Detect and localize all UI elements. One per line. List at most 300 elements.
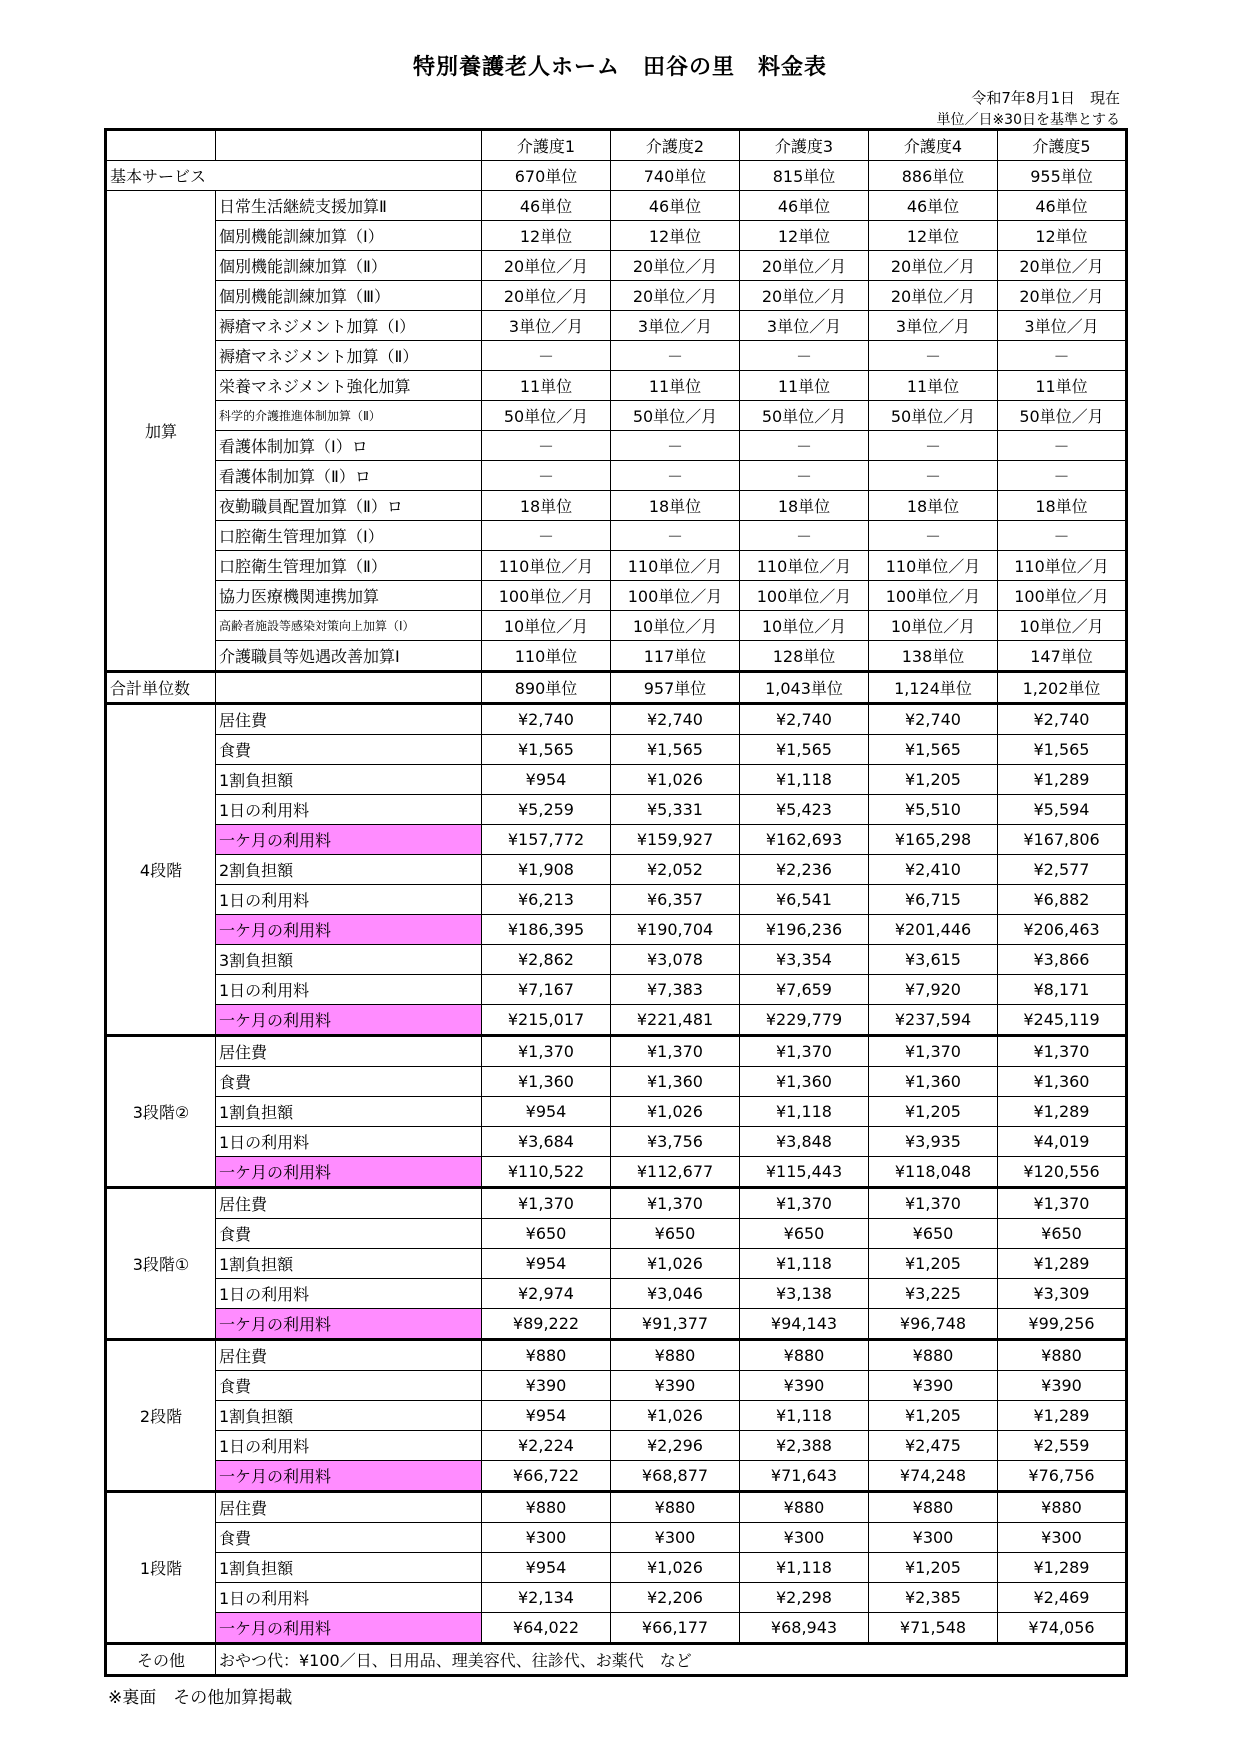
- tier-row: [106, 975, 1127, 1005]
- value-cell: 20単位／月: [482, 281, 611, 311]
- value-cell: ¥89,222: [482, 1309, 611, 1340]
- value-cell: ¥650: [482, 1219, 611, 1249]
- item-label: 日常生活継続支援加算Ⅱ: [216, 191, 482, 221]
- value-cell: ¥2,410: [869, 855, 998, 885]
- value-cell: ¥1,370: [611, 1036, 740, 1067]
- item-label: 食費: [216, 1067, 482, 1097]
- value-cell: ¥2,298: [740, 1583, 869, 1613]
- value-cell: ¥165,298: [869, 825, 998, 855]
- item-label: 居住費: [216, 1340, 482, 1371]
- value-cell: 1,043単位: [740, 672, 869, 704]
- value-cell: ¥390: [740, 1371, 869, 1401]
- value-cell: ¥2,296: [611, 1431, 740, 1461]
- value-cell: 100単位／月: [740, 581, 869, 611]
- item-label: 1割負担額: [216, 1249, 482, 1279]
- value-cell: 20単位／月: [611, 251, 740, 281]
- item-label: 夜勤職員配置加算（Ⅱ）ロ: [216, 491, 482, 521]
- value-cell: 50単位／月: [740, 401, 869, 431]
- item-label: 食費: [216, 735, 482, 765]
- value-cell: ¥1,118: [740, 1553, 869, 1583]
- value-cell: 20単位／月: [482, 251, 611, 281]
- header-row: [106, 130, 1127, 161]
- value-cell: ¥1,289: [998, 1097, 1127, 1127]
- value-cell: 20単位／月: [740, 281, 869, 311]
- tier-label: 3段階②: [106, 1036, 216, 1188]
- value-cell: －: [998, 341, 1127, 371]
- value-cell: －: [740, 461, 869, 491]
- addon-row: [106, 281, 1127, 311]
- item-label: 1日の利用料: [216, 795, 482, 825]
- value-cell: ¥3,225: [869, 1279, 998, 1309]
- item-label: 居住費: [216, 1036, 482, 1067]
- row-label: 合計単位数: [106, 672, 216, 704]
- value-cell: ¥1,205: [869, 765, 998, 795]
- value-cell: ¥880: [482, 1340, 611, 1371]
- value-cell: －: [611, 431, 740, 461]
- value-cell: ¥1,370: [740, 1188, 869, 1219]
- item-label: 居住費: [216, 704, 482, 735]
- tier-row: [106, 855, 1127, 885]
- tier-row: [106, 885, 1127, 915]
- value-cell: ¥880: [740, 1340, 869, 1371]
- monthly-fee-label: 一ケ月の利用料: [216, 1157, 482, 1188]
- item-label: 2割負担額: [216, 855, 482, 885]
- value-cell: 10単位／月: [998, 611, 1127, 641]
- tier-row: [106, 1279, 1127, 1309]
- value-cell: ¥6,715: [869, 885, 998, 915]
- tier-label: 3段階①: [106, 1188, 216, 1340]
- tier-row: [106, 1553, 1127, 1583]
- value-cell: ¥1,118: [740, 1097, 869, 1127]
- value-cell: ¥2,206: [611, 1583, 740, 1613]
- value-cell: 20単位／月: [998, 281, 1127, 311]
- item-blank: [216, 672, 482, 704]
- value-cell: ¥66,177: [611, 1613, 740, 1644]
- value-cell: ¥300: [998, 1523, 1127, 1553]
- value-cell: 11単位: [998, 371, 1127, 401]
- value-cell: ¥6,357: [611, 885, 740, 915]
- tier-row: [106, 1613, 1127, 1644]
- total-row: [106, 672, 1127, 704]
- item-label: 食費: [216, 1523, 482, 1553]
- item-label: 食費: [216, 1371, 482, 1401]
- addon-row: [106, 461, 1127, 491]
- tier-row: [106, 1461, 1127, 1492]
- value-cell: ¥68,943: [740, 1613, 869, 1644]
- value-cell: ¥201,446: [869, 915, 998, 945]
- value-cell: 18単位: [869, 491, 998, 521]
- tier-row: [106, 1219, 1127, 1249]
- value-cell: 110単位／月: [611, 551, 740, 581]
- value-cell: 147単位: [998, 641, 1127, 672]
- value-cell: －: [482, 521, 611, 551]
- value-cell: ¥2,740: [482, 704, 611, 735]
- value-cell: ¥115,443: [740, 1157, 869, 1188]
- item-label: 褥瘡マネジメント加算（Ⅰ）: [216, 311, 482, 341]
- value-cell: 46単位: [611, 191, 740, 221]
- value-cell: ¥1,370: [740, 1036, 869, 1067]
- effective-date: 令和7年8月1日 現在: [971, 89, 1120, 107]
- value-cell: ¥880: [611, 1340, 740, 1371]
- value-cell: ¥66,722: [482, 1461, 611, 1492]
- value-cell: ¥880: [740, 1492, 869, 1523]
- value-cell: ¥2,577: [998, 855, 1127, 885]
- value-cell: ¥390: [998, 1371, 1127, 1401]
- value-cell: ¥3,138: [740, 1279, 869, 1309]
- value-cell: ¥2,236: [740, 855, 869, 885]
- header-blank: [106, 130, 216, 161]
- value-cell: ¥1,370: [998, 1188, 1127, 1219]
- value-cell: ¥159,927: [611, 825, 740, 855]
- value-cell: －: [998, 461, 1127, 491]
- tier-row: [106, 1036, 1127, 1067]
- value-cell: 957単位: [611, 672, 740, 704]
- value-cell: ¥3,046: [611, 1279, 740, 1309]
- value-cell: 3単位／月: [998, 311, 1127, 341]
- value-cell: 3単位／月: [611, 311, 740, 341]
- value-cell: ¥221,481: [611, 1005, 740, 1036]
- value-cell: 11単位: [740, 371, 869, 401]
- fee-table: [104, 128, 1128, 1677]
- value-cell: ¥954: [482, 765, 611, 795]
- value-cell: ¥1,205: [869, 1097, 998, 1127]
- value-cell: ¥64,022: [482, 1613, 611, 1644]
- value-cell: ¥120,556: [998, 1157, 1127, 1188]
- value-cell: ¥1,370: [998, 1036, 1127, 1067]
- value-cell: ¥2,740: [998, 704, 1127, 735]
- value-cell: 50単位／月: [869, 401, 998, 431]
- value-cell: ¥5,331: [611, 795, 740, 825]
- value-cell: ¥229,779: [740, 1005, 869, 1036]
- addon-row: [106, 311, 1127, 341]
- value-cell: ¥300: [611, 1523, 740, 1553]
- addon-row: [106, 491, 1127, 521]
- item-label: 栄養マネジメント強化加算: [216, 371, 482, 401]
- value-cell: ¥1,565: [869, 735, 998, 765]
- value-cell: ¥3,615: [869, 945, 998, 975]
- value-cell: ¥94,143: [740, 1309, 869, 1340]
- tier-row: [106, 1309, 1127, 1340]
- value-cell: －: [482, 341, 611, 371]
- value-cell: ¥5,259: [482, 795, 611, 825]
- tier-label: 2段階: [106, 1340, 216, 1492]
- value-cell: 1,202単位: [998, 672, 1127, 704]
- value-cell: 3単位／月: [482, 311, 611, 341]
- value-cell: 10単位／月: [611, 611, 740, 641]
- value-cell: 12単位: [740, 221, 869, 251]
- value-cell: ¥650: [611, 1219, 740, 1249]
- tier-row: [106, 1005, 1127, 1036]
- value-cell: －: [869, 431, 998, 461]
- value-cell: 20単位／月: [998, 251, 1127, 281]
- value-cell: ¥3,354: [740, 945, 869, 975]
- value-cell: ¥5,423: [740, 795, 869, 825]
- tier-row: [106, 1157, 1127, 1188]
- value-cell: ¥2,974: [482, 1279, 611, 1309]
- value-cell: ¥1,370: [869, 1188, 998, 1219]
- value-cell: 117単位: [611, 641, 740, 672]
- value-cell: 110単位／月: [740, 551, 869, 581]
- value-cell: ¥300: [482, 1523, 611, 1553]
- tier-row: [106, 1249, 1127, 1279]
- value-cell: －: [869, 461, 998, 491]
- value-cell: 20単位／月: [869, 281, 998, 311]
- tier-row: [106, 735, 1127, 765]
- value-cell: 12単位: [869, 221, 998, 251]
- value-cell: ¥1,370: [869, 1036, 998, 1067]
- value-cell: ¥650: [740, 1219, 869, 1249]
- value-cell: ¥1,565: [482, 735, 611, 765]
- value-cell: ¥6,882: [998, 885, 1127, 915]
- value-cell: 100単位／月: [998, 581, 1127, 611]
- item-label: 介護職員等処遇改善加算Ⅰ: [216, 641, 482, 672]
- item-label: 看護体制加算（Ⅰ）ロ: [216, 431, 482, 461]
- value-cell: ¥206,463: [998, 915, 1127, 945]
- value-cell: 11単位: [482, 371, 611, 401]
- value-cell: ¥650: [998, 1219, 1127, 1249]
- item-label: 個別機能訓練加算（Ⅰ）: [216, 221, 482, 251]
- value-cell: 128単位: [740, 641, 869, 672]
- value-cell: 20単位／月: [611, 281, 740, 311]
- value-cell: ¥196,236: [740, 915, 869, 945]
- addon-row: [106, 401, 1127, 431]
- value-cell: 138単位: [869, 641, 998, 672]
- value-cell: 11単位: [869, 371, 998, 401]
- value-cell: ¥1,026: [611, 1097, 740, 1127]
- monthly-fee-label: 一ケ月の利用料: [216, 1461, 482, 1492]
- value-cell: ¥880: [611, 1492, 740, 1523]
- value-cell: ¥2,388: [740, 1431, 869, 1461]
- addon-row: [106, 641, 1127, 672]
- item-label: 居住費: [216, 1492, 482, 1523]
- tier-row: [106, 1583, 1127, 1613]
- other-row: [106, 1644, 1127, 1676]
- addon-row: [106, 371, 1127, 401]
- item-label: 口腔衛生管理加算（Ⅰ）: [216, 521, 482, 551]
- monthly-fee-label: 一ケ月の利用料: [216, 1005, 482, 1036]
- header-care-level: 介護度4: [869, 130, 998, 161]
- value-cell: 20単位／月: [869, 251, 998, 281]
- value-cell: ¥3,684: [482, 1127, 611, 1157]
- value-cell: －: [998, 431, 1127, 461]
- value-cell: ¥390: [482, 1371, 611, 1401]
- value-cell: ¥2,862: [482, 945, 611, 975]
- value-cell: ¥2,134: [482, 1583, 611, 1613]
- value-cell: ¥1,118: [740, 1249, 869, 1279]
- value-cell: 1,124単位: [869, 672, 998, 704]
- value-cell: 955単位: [998, 161, 1127, 191]
- header-blank: [216, 130, 482, 161]
- tier-row: [106, 1523, 1127, 1553]
- tier-row: [106, 704, 1127, 735]
- value-cell: －: [740, 431, 869, 461]
- item-label: 協力医療機関連携加算: [216, 581, 482, 611]
- value-cell: －: [869, 521, 998, 551]
- value-cell: ¥880: [869, 1340, 998, 1371]
- value-cell: ¥5,594: [998, 795, 1127, 825]
- value-cell: ¥1,205: [869, 1553, 998, 1583]
- item-label: 1日の利用料: [216, 1279, 482, 1309]
- item-label: 個別機能訓練加算（Ⅱ）: [216, 251, 482, 281]
- tier-row: [106, 1127, 1127, 1157]
- value-cell: －: [740, 341, 869, 371]
- header-care-level: 介護度3: [740, 130, 869, 161]
- value-cell: ¥3,866: [998, 945, 1127, 975]
- value-cell: 50単位／月: [611, 401, 740, 431]
- value-cell: ¥2,740: [869, 704, 998, 735]
- tier-row: [106, 1431, 1127, 1461]
- item-label: 1割負担額: [216, 1553, 482, 1583]
- value-cell: ¥2,224: [482, 1431, 611, 1461]
- value-cell: 50単位／月: [998, 401, 1127, 431]
- tier-label: 1段階: [106, 1492, 216, 1644]
- value-cell: ¥1,205: [869, 1249, 998, 1279]
- value-cell: ¥3,309: [998, 1279, 1127, 1309]
- value-cell: ¥300: [740, 1523, 869, 1553]
- value-cell: ¥2,475: [869, 1431, 998, 1461]
- value-cell: －: [740, 521, 869, 551]
- value-cell: ¥954: [482, 1097, 611, 1127]
- value-cell: 110単位／月: [482, 551, 611, 581]
- value-cell: ¥7,659: [740, 975, 869, 1005]
- value-cell: 110単位／月: [869, 551, 998, 581]
- unit-note: 単位／日※30日を基準とする: [936, 112, 1120, 128]
- value-cell: ¥1,205: [869, 1401, 998, 1431]
- item-label: 口腔衛生管理加算（Ⅱ）: [216, 551, 482, 581]
- addon-row: [106, 611, 1127, 641]
- value-cell: ¥157,772: [482, 825, 611, 855]
- value-cell: 3単位／月: [740, 311, 869, 341]
- monthly-fee-label: 一ケ月の利用料: [216, 825, 482, 855]
- value-cell: 890単位: [482, 672, 611, 704]
- addon-row: [106, 251, 1127, 281]
- value-cell: ¥3,078: [611, 945, 740, 975]
- value-cell: ¥2,740: [611, 704, 740, 735]
- value-cell: ¥7,167: [482, 975, 611, 1005]
- value-cell: ¥91,377: [611, 1309, 740, 1340]
- value-cell: 12単位: [998, 221, 1127, 251]
- value-cell: ¥74,248: [869, 1461, 998, 1492]
- addon-row: [106, 221, 1127, 251]
- value-cell: ¥1,360: [482, 1067, 611, 1097]
- row-label: 基本サービス: [106, 161, 482, 191]
- tier-row: [106, 1371, 1127, 1401]
- value-cell: ¥2,559: [998, 1431, 1127, 1461]
- value-cell: 11単位: [611, 371, 740, 401]
- tier-row: [106, 765, 1127, 795]
- item-label: 高齢者施設等感染対策向上加算（Ⅰ）: [216, 611, 482, 641]
- value-cell: 18単位: [611, 491, 740, 521]
- value-cell: ¥99,256: [998, 1309, 1127, 1340]
- value-cell: ¥880: [869, 1492, 998, 1523]
- monthly-fee-label: 一ケ月の利用料: [216, 915, 482, 945]
- item-label: 食費: [216, 1219, 482, 1249]
- tier-row: [106, 1097, 1127, 1127]
- tier-row: [106, 1401, 1127, 1431]
- value-cell: ¥1,370: [482, 1188, 611, 1219]
- value-cell: －: [869, 341, 998, 371]
- value-cell: ¥215,017: [482, 1005, 611, 1036]
- value-cell: ¥71,643: [740, 1461, 869, 1492]
- value-cell: 10単位／月: [869, 611, 998, 641]
- value-cell: 50単位／月: [482, 401, 611, 431]
- header-care-level: 介護度2: [611, 130, 740, 161]
- addon-row: [106, 341, 1127, 371]
- value-cell: 12単位: [611, 221, 740, 251]
- item-label: 1日の利用料: [216, 975, 482, 1005]
- header-care-level: 介護度5: [998, 130, 1127, 161]
- item-label: 個別機能訓練加算（Ⅲ）: [216, 281, 482, 311]
- value-cell: ¥167,806: [998, 825, 1127, 855]
- value-cell: ¥118,048: [869, 1157, 998, 1188]
- tier-row: [106, 1067, 1127, 1097]
- value-cell: ¥1,360: [869, 1067, 998, 1097]
- value-cell: 740単位: [611, 161, 740, 191]
- value-cell: 100単位／月: [869, 581, 998, 611]
- item-label: 1割負担額: [216, 1097, 482, 1127]
- other-text: おやつ代：¥100／日、日用品、理美容代、往診代、お薬代 など: [216, 1644, 1127, 1676]
- value-cell: 100単位／月: [482, 581, 611, 611]
- value-cell: ¥954: [482, 1249, 611, 1279]
- value-cell: ¥3,848: [740, 1127, 869, 1157]
- value-cell: ¥954: [482, 1401, 611, 1431]
- footnote: ※裏面 その他加算掲載: [108, 1688, 293, 1708]
- value-cell: 670単位: [482, 161, 611, 191]
- value-cell: ¥71,548: [869, 1613, 998, 1644]
- value-cell: ¥3,756: [611, 1127, 740, 1157]
- value-cell: 815単位: [740, 161, 869, 191]
- value-cell: ¥1,908: [482, 855, 611, 885]
- value-cell: ¥1,360: [740, 1067, 869, 1097]
- item-label: 1割負担額: [216, 765, 482, 795]
- group-label: 加算: [106, 191, 216, 672]
- tier-row: [106, 915, 1127, 945]
- value-cell: ¥1,118: [740, 1401, 869, 1431]
- item-label: 3割負担額: [216, 945, 482, 975]
- value-cell: ¥390: [611, 1371, 740, 1401]
- value-cell: ¥1,026: [611, 1249, 740, 1279]
- value-cell: 46単位: [482, 191, 611, 221]
- addon-row: [106, 191, 1127, 221]
- basic-service-row: [106, 161, 1127, 191]
- tier-row: [106, 795, 1127, 825]
- value-cell: ¥1,565: [611, 735, 740, 765]
- value-cell: ¥186,395: [482, 915, 611, 945]
- value-cell: 20単位／月: [740, 251, 869, 281]
- value-cell: ¥6,213: [482, 885, 611, 915]
- value-cell: 110単位／月: [998, 551, 1127, 581]
- tier-row: [106, 825, 1127, 855]
- value-cell: ¥1,289: [998, 1401, 1127, 1431]
- addon-row: [106, 431, 1127, 461]
- value-cell: －: [482, 431, 611, 461]
- value-cell: ¥112,677: [611, 1157, 740, 1188]
- page-title: 特別養護老人ホーム 田谷の里 料金表: [412, 55, 827, 80]
- value-cell: ¥880: [998, 1492, 1127, 1523]
- tier-label: 4段階: [106, 704, 216, 1036]
- value-cell: 886単位: [869, 161, 998, 191]
- item-label: 居住費: [216, 1188, 482, 1219]
- value-cell: ¥300: [869, 1523, 998, 1553]
- value-cell: ¥4,019: [998, 1127, 1127, 1157]
- value-cell: 46単位: [998, 191, 1127, 221]
- value-cell: 10単位／月: [482, 611, 611, 641]
- value-cell: ¥96,748: [869, 1309, 998, 1340]
- tier-row: [106, 1340, 1127, 1371]
- addon-row: [106, 521, 1127, 551]
- value-cell: ¥2,469: [998, 1583, 1127, 1613]
- value-cell: ¥110,522: [482, 1157, 611, 1188]
